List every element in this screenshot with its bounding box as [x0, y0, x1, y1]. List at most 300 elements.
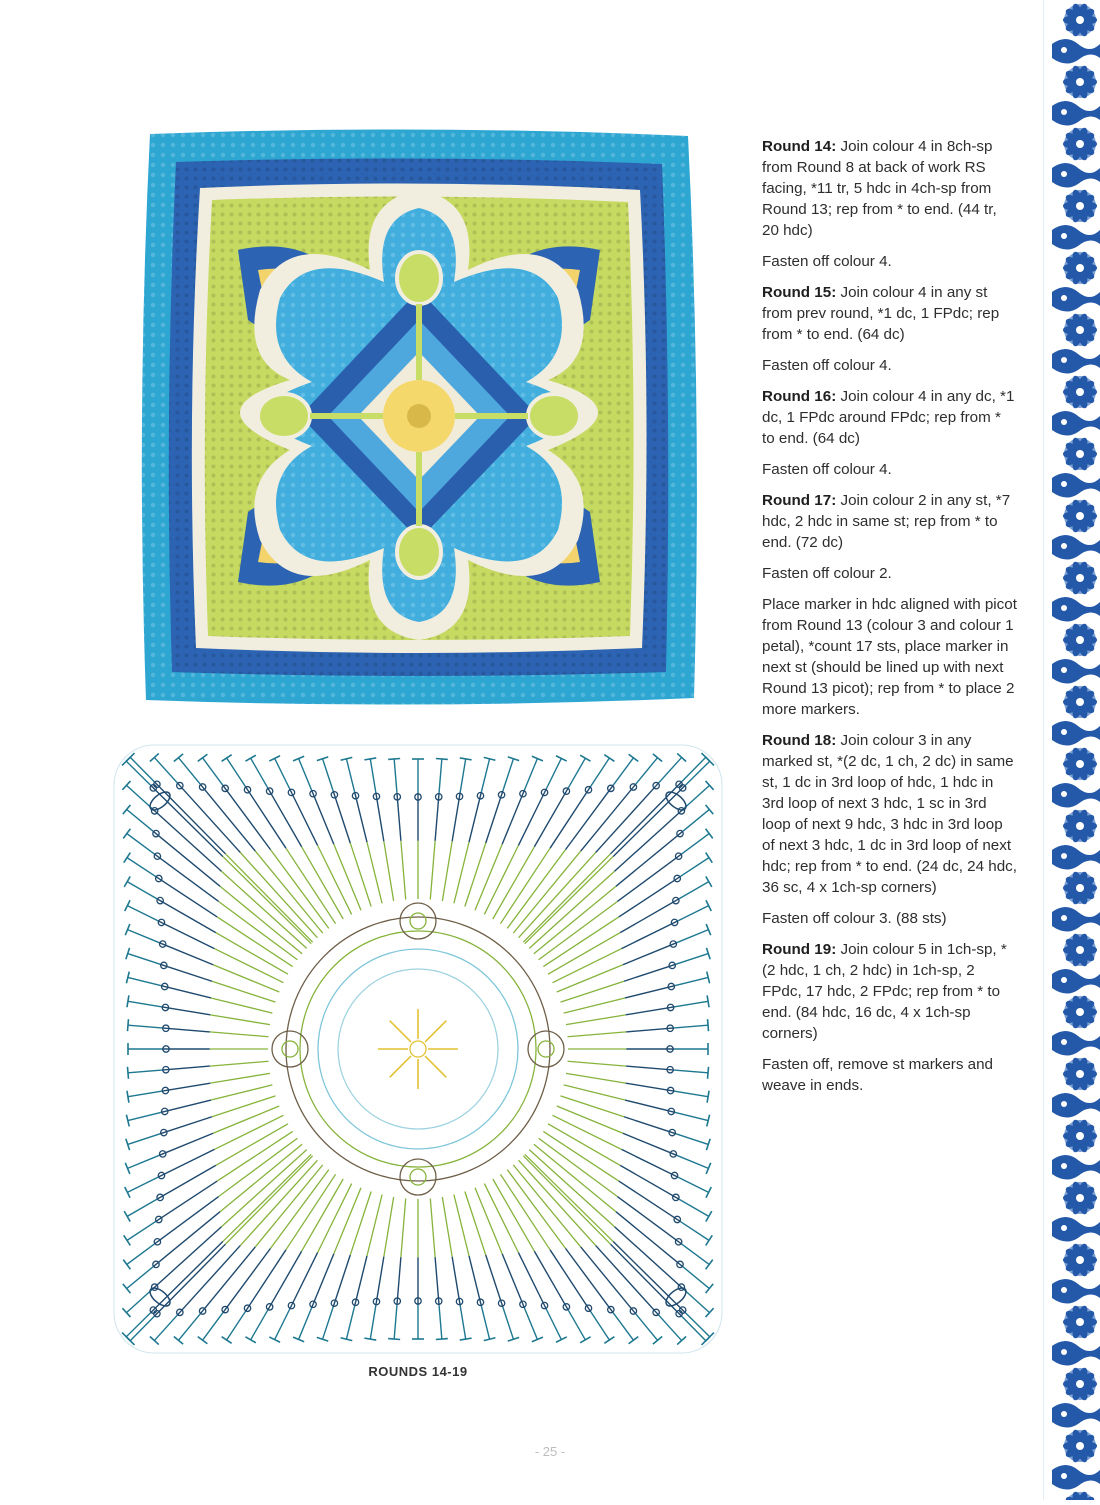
stitch-mark	[270, 1170, 328, 1249]
stitch-loop	[528, 1031, 564, 1067]
stitch-mark	[708, 1019, 709, 1031]
stitch-mark	[178, 1314, 200, 1340]
stitch-mark	[123, 805, 131, 814]
corner-chain-space	[147, 1285, 173, 1310]
stitch-mark	[212, 981, 276, 1002]
instruction-text: Place marker in hdc aligned with picot from Round 13 (colour 3 and colour 1 petal), *count 17 sts, place marker in next st (should be lined up with next Round 13 picot); rep from * to place 2 more markers.	[762, 596, 1017, 718]
stitch-mark	[682, 834, 709, 854]
stitch-mark	[507, 1170, 565, 1249]
stitch-mark	[502, 1254, 524, 1308]
stitch-mark	[251, 758, 268, 787]
stitch-mark	[706, 900, 711, 911]
stitch-mark	[128, 977, 161, 985]
stitch-mark	[707, 1091, 709, 1103]
instruction-text: Join colour 2 in any st, *7 hdc, 2 hdc in same st; rep from * to end. (72 dc)	[762, 492, 1011, 551]
stitch-mark	[128, 1155, 159, 1168]
round-label: Round 17:	[762, 492, 837, 509]
corner-chain-space	[663, 1285, 689, 1310]
instructions-column	[762, 136, 1017, 1106]
stitch-mark	[564, 998, 625, 1013]
stitch-mark	[203, 758, 223, 785]
stitch-mark	[560, 981, 624, 1002]
stitch-mark	[128, 954, 160, 965]
stitch-mark	[591, 758, 610, 786]
round-label: Round 15:	[762, 284, 837, 301]
stitch-mark	[159, 1133, 213, 1155]
stitch-mark	[210, 1015, 270, 1025]
instruction-paragraph	[762, 355, 1017, 376]
stitch-mark	[557, 1106, 623, 1133]
border-tile-icon	[1052, 1491, 1100, 1500]
stitch-mark	[475, 844, 502, 910]
stitch-mark	[706, 1187, 711, 1198]
stitch-mark	[128, 930, 159, 943]
stitch-mark	[548, 1124, 620, 1166]
stitch-mark	[123, 1284, 131, 1293]
stitch-mark	[568, 1310, 585, 1339]
stitch-mark	[442, 1197, 452, 1257]
stitch-mark	[529, 871, 614, 948]
stitch-mark	[219, 901, 298, 959]
stitch-mark	[245, 1337, 255, 1343]
stitch-mark	[128, 1091, 162, 1097]
stitch-mark	[124, 876, 130, 886]
stitch-mark	[500, 1174, 550, 1249]
stitch-mark	[524, 759, 537, 790]
stitch-mark	[212, 1096, 276, 1117]
instruction-paragraph	[762, 490, 1017, 553]
stitch-mark	[286, 1174, 336, 1249]
instruction-text: Join colour 5 in 1ch-sp, *(2 hdc, 1 ch, 2 hdc) in 1ch-sp, 2 FPdc, 17 hdc, 2 FPdc; rep from * to end. (84 hdc, 16 dc, 4 x 1ch-sp corners)	[762, 941, 1007, 1042]
stitch-mark	[629, 1337, 639, 1344]
stitch-mark	[346, 1306, 354, 1339]
stitch-mark	[681, 858, 709, 877]
stitch-loop	[400, 1159, 436, 1195]
instruction-text: Fasten off colour 3. (88 sts)	[762, 910, 947, 927]
stitch-mark	[125, 1187, 130, 1198]
page-number: - 25 -	[534, 1444, 566, 1459]
stitch-mark	[675, 977, 708, 985]
stitch-mark	[425, 1056, 446, 1077]
stitch-mark	[268, 788, 302, 847]
stitch-mark	[502, 790, 524, 844]
stitch-mark	[674, 1025, 708, 1028]
stitch-mark	[475, 1188, 502, 1254]
stitch-mark	[507, 850, 565, 929]
stitch-mark	[620, 899, 679, 933]
stitch-mark	[675, 1112, 708, 1120]
stitch-mark	[683, 1267, 709, 1289]
border-tile-icon	[1052, 127, 1100, 188]
instruction-paragraph	[762, 908, 1017, 929]
stitch-mark	[210, 1061, 269, 1066]
stitch-mark	[127, 1177, 157, 1192]
stitch-mark	[390, 1021, 411, 1042]
stitch-mark	[210, 1032, 269, 1037]
stitch-mark	[546, 1309, 561, 1339]
stitch-loop	[338, 969, 498, 1129]
border-tile-icon	[1052, 437, 1100, 498]
stitch-mark	[211, 998, 272, 1013]
stitch-mark	[255, 1165, 322, 1247]
stitch-mark	[623, 1133, 677, 1155]
stitch-mark	[653, 754, 662, 762]
instruction-paragraph	[762, 1054, 1017, 1096]
stitch-mark	[454, 1195, 469, 1256]
stitch-mark	[255, 851, 322, 933]
stitch-mark	[128, 1001, 162, 1007]
round-label: Round 18:	[762, 732, 837, 749]
stitch-mark	[323, 1307, 334, 1339]
stitch-mark	[550, 786, 591, 848]
stitch-loop	[282, 1041, 298, 1057]
stitch-mark	[203, 1313, 223, 1340]
stitch-mark	[128, 1112, 161, 1120]
stitch-mark	[677, 930, 708, 943]
stitch-mark	[481, 759, 489, 792]
instruction-text: Join colour 3 in any marked st, *(2 dc, 1 ch, 2 dc) in same st, 1 dc in 3rd loop of hdc, 1 hdc in 3rd loop of next 3 hdc, 1 sc in 3rd loop of next 9 hdc, 3 hdc in 3rd loop of next 3 hdc, 1 dc in 3rd loop of next hdc; rep from * to end. (24 dc, 24 hdc, 36 sc, 4 x 1ch-sp corners)	[762, 732, 1017, 896]
stitch-mark	[624, 1117, 676, 1134]
stitch-mark	[213, 1106, 279, 1133]
instruction-paragraph	[762, 563, 1017, 584]
stitch-mark	[534, 788, 568, 847]
stitch-mark	[302, 1179, 344, 1251]
stitch-mark	[613, 1313, 633, 1340]
stitch-mark	[454, 842, 469, 903]
stitch-mark	[240, 1160, 317, 1245]
border-tile-icon	[1052, 251, 1100, 312]
stitch-mark	[580, 1337, 590, 1343]
stitch-mark	[591, 1312, 610, 1340]
stitch-mark	[619, 876, 681, 917]
border-tile-icon	[1052, 499, 1100, 560]
stitch-loop	[300, 931, 536, 1167]
stitch-mark	[198, 754, 208, 761]
stitch-mark	[534, 886, 616, 953]
round-label: Round 19:	[762, 941, 837, 958]
stitch-mark	[333, 1255, 350, 1307]
stitch-loop	[410, 1041, 426, 1057]
stitch-loop	[286, 917, 550, 1181]
stitch-mark	[124, 1235, 131, 1245]
stitch-mark	[155, 876, 217, 917]
stitch-mark	[557, 965, 623, 992]
stitch-mark	[251, 1310, 268, 1339]
stitch-mark	[436, 1339, 448, 1340]
stitch-mark	[636, 1314, 658, 1340]
instruction-paragraph	[762, 386, 1017, 449]
stitch-mark	[460, 1338, 472, 1340]
stitch-mark	[268, 1251, 302, 1310]
stitch-mark	[674, 1070, 708, 1073]
stitch-mark	[390, 1056, 411, 1077]
stitch-mark	[127, 1199, 156, 1216]
border-tile-icon	[1052, 375, 1100, 436]
stitch-mark	[222, 755, 232, 762]
stitch-mark	[682, 1244, 709, 1264]
round-label: Round 16:	[762, 388, 837, 405]
border-tile-icon	[1052, 189, 1100, 250]
stitch-mark	[160, 1117, 212, 1134]
stitch-mark	[556, 1337, 567, 1342]
border-tile-icon	[1052, 1243, 1100, 1304]
stitch-mark	[460, 759, 466, 793]
stitch-mark	[157, 899, 216, 933]
stitch-loop	[538, 1041, 554, 1057]
stitch-mark	[706, 1211, 712, 1221]
stitch-mark	[384, 1197, 394, 1257]
stitch-mark	[546, 758, 561, 788]
stitch-mark	[222, 1337, 232, 1344]
instruction-paragraph	[762, 251, 1017, 272]
stitch-mark	[275, 758, 290, 788]
stitch-mark	[220, 1144, 302, 1211]
border-tile-icon	[1052, 685, 1100, 746]
stitch-mark	[388, 758, 400, 759]
stitch-mark	[370, 759, 376, 793]
instruction-text: Join colour 4 in 8ch-sp from Round 8 at back of work RS facing, *11 tr, 5 hdc in 4ch-sp from Round 13; rep from * to end. (44 tr, 20 hdc)	[762, 138, 997, 239]
stitch-mark	[460, 758, 472, 760]
stitch-mark	[550, 1250, 591, 1312]
stitch-loop	[410, 1169, 426, 1185]
stitch-mark	[430, 841, 435, 900]
instruction-paragraph	[762, 594, 1017, 720]
stitch-mark	[128, 1025, 162, 1028]
stitch-mark	[384, 841, 394, 901]
stitch-mark	[493, 847, 535, 919]
stitch-mark	[401, 841, 406, 900]
stitch-mark	[394, 1305, 397, 1339]
stitch-mark	[436, 758, 448, 759]
stitch-mark	[556, 756, 567, 761]
stitch-mark	[539, 901, 618, 959]
stitch-mark	[653, 1337, 662, 1345]
stitch-mark	[624, 964, 676, 981]
stitch-mark	[350, 843, 371, 907]
stitch-mark	[123, 1260, 130, 1270]
stitch-loop	[318, 949, 518, 1149]
stitch-mark	[486, 1255, 503, 1307]
stitch-mark	[346, 759, 354, 792]
stitch-mark	[334, 844, 361, 910]
stitch-mark	[211, 1085, 272, 1100]
stitch-mark	[127, 995, 129, 1007]
stitch-mark	[127, 882, 156, 899]
stitch-mark	[127, 834, 154, 854]
stitch-mark	[364, 1338, 376, 1340]
stitch-mark	[683, 809, 709, 831]
border-tile-icon	[1052, 871, 1100, 932]
stitch-mark	[465, 1191, 486, 1255]
stitch-mark	[334, 1188, 361, 1254]
border-tile-icon	[1052, 3, 1100, 64]
stitch-mark	[519, 1160, 596, 1245]
stitch-mark	[394, 759, 397, 793]
stitch-loop	[272, 1031, 308, 1067]
stitch-mark	[524, 1308, 537, 1339]
stitch-mark	[481, 1306, 489, 1339]
stitch-mark	[299, 759, 312, 790]
stitch-mark	[178, 758, 200, 784]
border-tile-icon	[1052, 561, 1100, 622]
stitch-mark	[217, 917, 292, 967]
instruction-paragraph	[762, 136, 1017, 241]
crochet-chart	[112, 743, 724, 1355]
stitch-mark	[560, 1096, 624, 1117]
stitch-mark	[636, 758, 658, 784]
stitch-mark	[706, 805, 714, 814]
stitch-mark	[127, 858, 155, 877]
stitch-mark	[245, 755, 255, 761]
stitch-mark	[676, 954, 708, 965]
stitch-mark	[157, 1165, 216, 1199]
stitch-mark	[706, 876, 712, 886]
stitch-mark	[460, 1306, 466, 1340]
stitch-mark	[678, 906, 708, 921]
stitch-mark	[125, 900, 130, 911]
stitch-mark	[706, 1235, 713, 1245]
stitch-mark	[127, 1222, 155, 1241]
stitch-mark	[245, 786, 286, 848]
stitch-mark	[486, 791, 503, 843]
stitch-mark	[227, 1312, 246, 1340]
stitch-mark	[493, 1179, 535, 1251]
stitch-mark	[123, 829, 130, 839]
floral-border-icon	[1044, 0, 1100, 1500]
stitch-mark	[430, 1198, 435, 1257]
stitch-mark	[442, 841, 452, 901]
stitch-mark	[425, 1021, 446, 1042]
stitch-mark	[706, 1260, 713, 1270]
stitch-mark	[127, 1067, 128, 1079]
border-tile-icon	[1052, 1181, 1100, 1242]
stitch-mark	[227, 758, 246, 786]
round-label: Round 14:	[762, 138, 837, 155]
stitch-mark	[127, 906, 157, 921]
border-tile-icon	[1052, 1057, 1100, 1118]
stitch-mark	[269, 756, 280, 761]
stitch-mark	[619, 1181, 681, 1222]
stitch-mark	[174, 754, 183, 762]
instruction-paragraph	[762, 939, 1017, 1044]
stitch-mark	[623, 943, 677, 965]
stitch-mark	[124, 1211, 130, 1221]
stitch-mark	[676, 1134, 708, 1145]
stitch-mark	[221, 871, 306, 948]
instruction-text: Fasten off colour 4.	[762, 461, 892, 478]
crochet-square-photo	[128, 120, 710, 712]
stitch-mark	[677, 1155, 708, 1168]
stitch-mark	[312, 790, 334, 844]
stitch-mark	[529, 1150, 614, 1227]
stitch-mark	[174, 1337, 183, 1345]
stitch-mark	[128, 1070, 162, 1073]
instruction-text: Fasten off colour 4.	[762, 253, 892, 270]
stitch-mark	[210, 1073, 270, 1083]
stitch-mark	[127, 809, 153, 831]
stitch-mark	[500, 848, 550, 923]
stitch-mark	[350, 1191, 371, 1255]
stitch-mark	[679, 882, 708, 899]
stitch-mark	[270, 850, 328, 929]
stitch-mark	[568, 758, 585, 787]
stitch-mark	[217, 1131, 292, 1181]
stitch-mark	[216, 1124, 288, 1166]
stitch-mark	[367, 1195, 382, 1256]
stitch-mark	[534, 1251, 568, 1310]
decorative-border	[1043, 0, 1100, 1500]
stitch-mark	[681, 1222, 709, 1241]
stitch-mark	[323, 759, 334, 791]
stitch-mark	[566, 1073, 626, 1083]
stitch-mark	[128, 1134, 160, 1145]
stitch-mark	[629, 754, 639, 761]
chart-caption: ROUNDS 14-19	[368, 1364, 468, 1379]
stitch-mark	[567, 1032, 626, 1037]
stitch-mark	[513, 851, 580, 933]
border-tile-icon	[1052, 313, 1100, 374]
border-tile-icon	[1052, 65, 1100, 126]
stitch-mark	[675, 1091, 709, 1097]
stitch-mark	[707, 995, 709, 1007]
instruction-text: Fasten off colour 2.	[762, 565, 892, 582]
stitch-mark	[613, 758, 633, 785]
stitch-mark	[401, 1198, 406, 1257]
stitch-mark	[155, 1181, 217, 1222]
stitch-mark	[127, 1019, 128, 1031]
stitch-mark	[503, 759, 514, 791]
stitch-mark	[370, 1306, 376, 1340]
stitch-mark	[364, 758, 376, 760]
stitch-mark	[534, 1144, 616, 1211]
stitch-mark	[299, 1308, 312, 1339]
border-tile-icon	[1052, 1429, 1100, 1490]
stitch-mark	[706, 829, 713, 839]
stitch-mark	[620, 1165, 679, 1199]
instruction-paragraph	[762, 730, 1017, 898]
stitch-mark	[604, 755, 614, 762]
instruction-text: Join colour 4 in any st from prev round, *1 dc, 1 FPdc; rep from * to end. (64 dc)	[762, 284, 1000, 343]
stitch-mark	[519, 852, 596, 937]
stitch-mark	[679, 1199, 708, 1216]
stitch-mark	[439, 1305, 442, 1339]
border-tile-icon	[1052, 747, 1100, 808]
stitch-mark	[312, 1254, 334, 1308]
stitch-mark	[548, 933, 620, 975]
stitch-mark	[275, 1309, 290, 1339]
stitch-mark	[160, 964, 212, 981]
stitch-mark	[567, 1061, 626, 1066]
instruction-paragraph	[762, 459, 1017, 480]
stitch-loop	[400, 903, 436, 939]
stitch-mark	[127, 1091, 129, 1103]
border-tile-icon	[1052, 995, 1100, 1056]
corner-chain-space	[147, 789, 173, 814]
border-tile-icon	[1052, 1305, 1100, 1366]
stitch-mark	[213, 965, 279, 992]
stitch-mark	[302, 847, 344, 919]
stitch-mark	[219, 1138, 298, 1196]
stitch-mark	[367, 842, 382, 903]
border-tile-icon	[1052, 1367, 1100, 1428]
instruction-text: Fasten off colour 4.	[762, 357, 892, 374]
stitch-mark	[604, 1337, 614, 1344]
border-tile-icon	[1052, 1119, 1100, 1180]
stitch-mark	[675, 1001, 709, 1007]
stitch-mark	[245, 1250, 286, 1312]
corner-chain-space	[663, 789, 689, 814]
instruction-paragraph	[762, 282, 1017, 345]
